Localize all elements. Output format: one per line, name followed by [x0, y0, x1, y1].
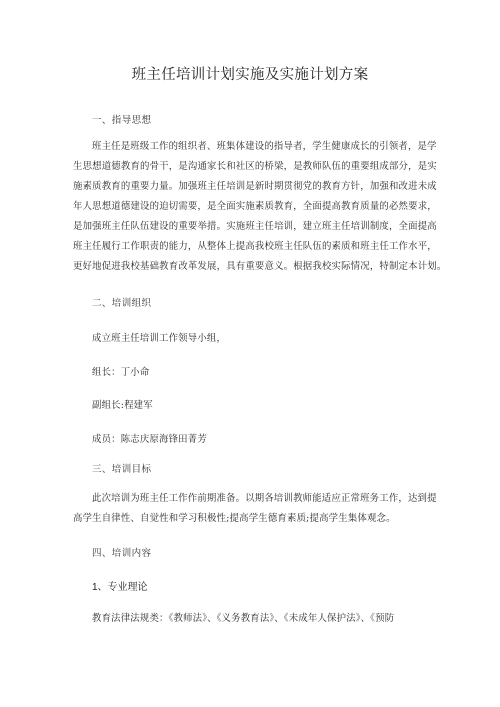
paragraph-line: 此次培训为班主任工作作前期准备。以期各培训教师能适应正常班务工作，达到提 — [92, 493, 437, 504]
paragraph-line: 年人思想道德建设的迫切需要，是全面实施素质教育，全面提高教育质量的必然要求， — [73, 201, 437, 212]
section-heading-training-organization: 二、培训组织 — [92, 298, 152, 309]
section-heading-guiding-ideology: 一、指导思想 — [92, 115, 152, 126]
paragraph-line: 生思想道德教育的骨干，是沟通家长和社区的桥梁，是教师队伍的重要组成部分，是实 — [73, 161, 437, 172]
paragraph-line: 施素质教育的重要力量。加强班主任培训是新时期贯彻党的教育方针，加强和改进未成 — [73, 181, 437, 192]
organization-intro: 成立班主任培训工作领导小组， — [92, 333, 227, 344]
document-title: 班主任培训计划实施及实施计划方案 — [131, 67, 369, 83]
paragraph-line: 班主任履行工作职责的能力，从整体上提高我校班主任队伍的素质和班主任工作水平， — [73, 241, 437, 252]
section-heading-training-goals: 三、培训目标 — [92, 464, 152, 475]
organization-members: 成员：陈志庆原海锋田菁芳 — [92, 434, 207, 445]
organization-leader: 组长：丁小命 — [92, 367, 150, 378]
paragraph-line: 是加强班主任队伍建设的重要举措。实施班主任培训，建立班主任培训制度，全面提高 — [73, 221, 437, 232]
paragraph-line: 教育法律法规类：《教师法》、《义务教育法》、《未成年人保护法》、《预防 — [92, 613, 395, 624]
paragraph-line: 高学生自律性、自觉性和学习积极性;提高学生德育素质;提高学生集体观念。 — [73, 513, 396, 524]
subsection-heading-professional-theory: 1、专业理论 — [92, 582, 148, 593]
section-heading-training-content: 四、培训内容 — [92, 548, 152, 559]
organization-deputy: 副组长:程建军 — [92, 400, 153, 411]
paragraph-line: 更好地促进我校基础教育改革发展，具有重要意义。根据我校实际情况，特制定本计划。 — [73, 261, 447, 272]
paragraph-line: 班主任是班级工作的组织者、班集体建设的指导者，学生健康成长的引领者，是学 — [92, 141, 437, 152]
